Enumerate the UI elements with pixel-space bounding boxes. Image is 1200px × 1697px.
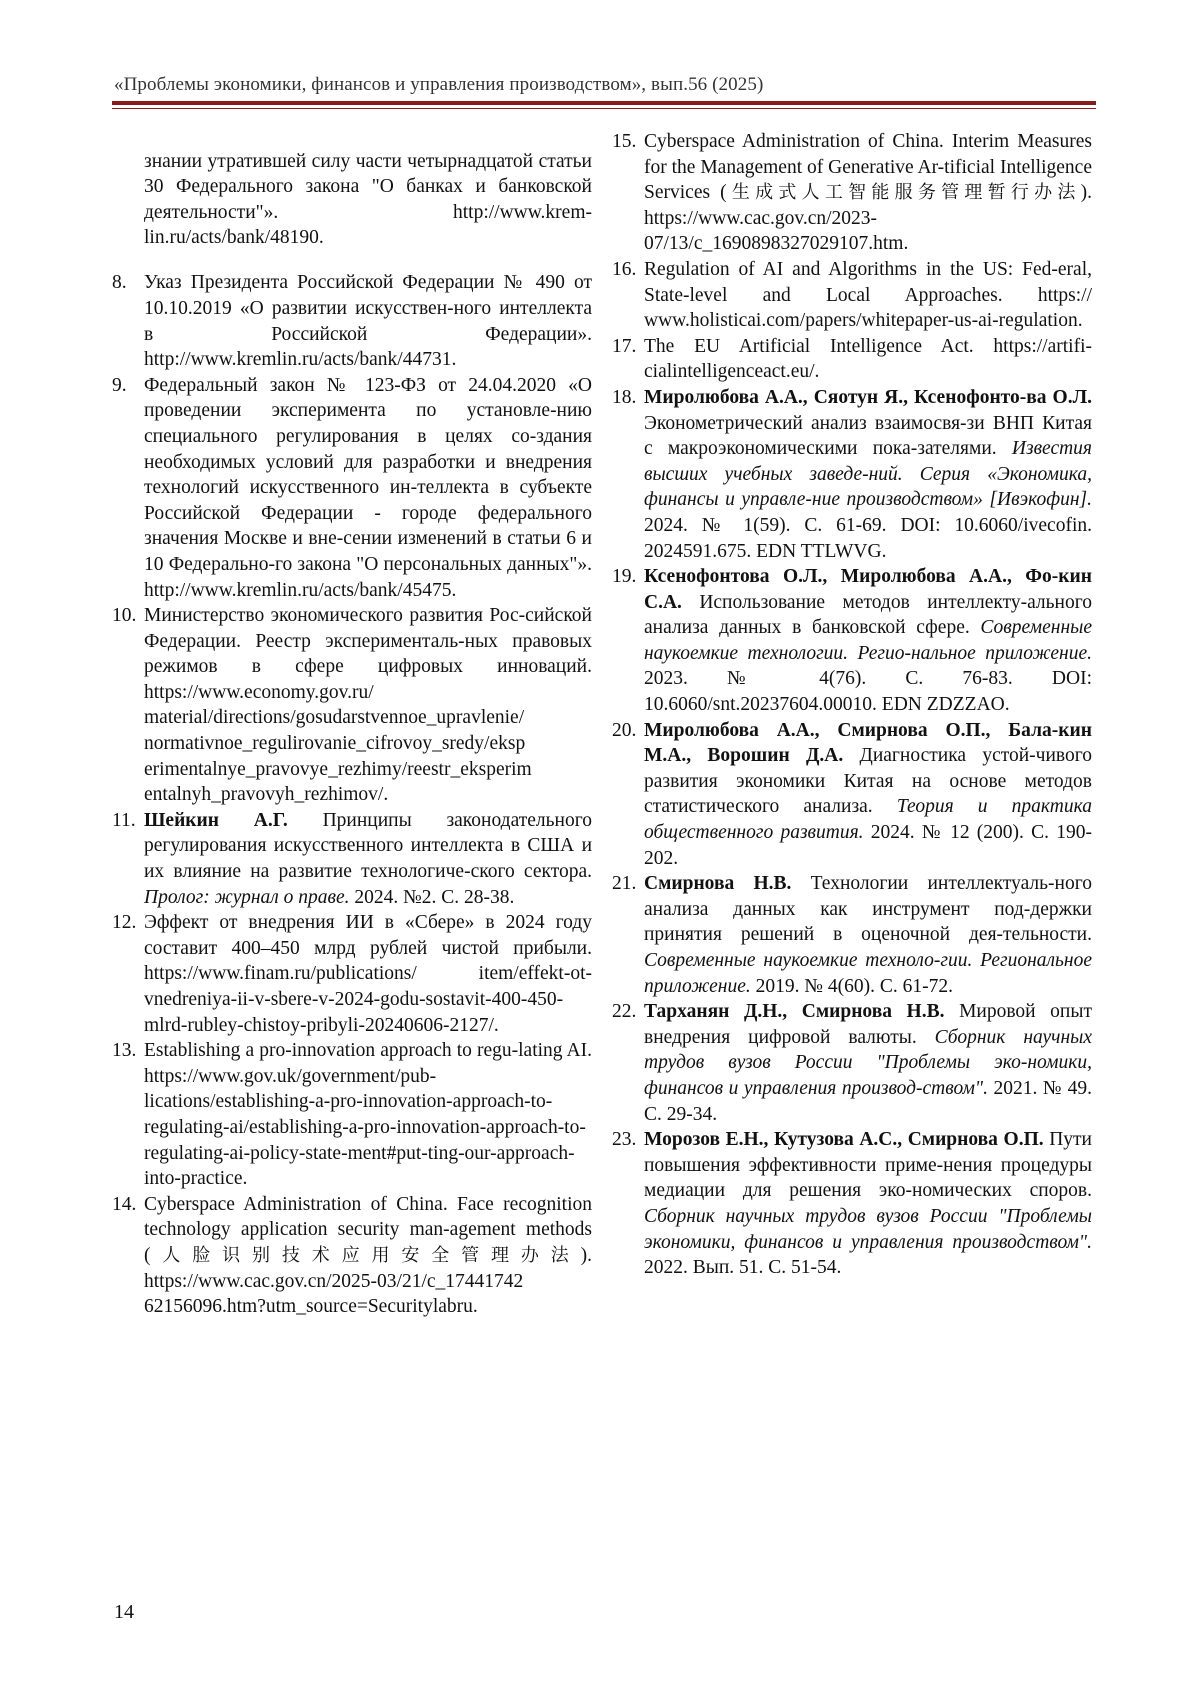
reference-fragment: Пути повышения эффективности приме-нения процедуры медиации для решения эко-номических споров. (644, 1129, 1092, 1202)
reference-fragment: Regulation of AI and Algorithms in the US: Fed-eral, State-level and Local Approaches. https:// www.holisticai.com/papers/whitepaper-us-ai-regulation. (644, 258, 1092, 332)
reference-text (644, 385, 1092, 564)
reference-item (112, 808, 592, 910)
reference-item (112, 1192, 592, 1320)
reference-chinese-title: 人脸识别技术应用安全管理办法 (150, 1244, 581, 1266)
reference-authors: Ксенофонтова О.Л., Миролюбова А.А., Фо-кин С.А. (644, 566, 1092, 613)
reference-text (144, 603, 592, 808)
reference-fragment: Использование методов интеллекту-ального анализа данных в банковской сфере. (644, 591, 1092, 639)
reference-fragment: 2023. № 4(76). С. 76-83. DOI: 10.6060/snt.20237604.00010. EDN ZDZZAO. (644, 668, 1092, 716)
reference-authors: Шейкин А.Г. (144, 809, 288, 831)
reference-item (612, 385, 1092, 564)
reference-chinese-title: 生成式人工智能服务管理暂行办法 (726, 182, 1081, 204)
reference-number: 17. (612, 335, 637, 357)
reference-fragment: 2024. № 12 (200). С. 190-202. (644, 822, 1093, 869)
reference-fragment: The EU Artificial Intelligence Act. https://artifi-cialintelligenceact.eu/. (644, 335, 1092, 383)
reference-number: 13. (112, 1040, 137, 1062)
reference-item (612, 718, 1092, 872)
reference-number: 18. (612, 386, 637, 408)
reference-number: 22. (612, 1001, 637, 1023)
reference-item (612, 871, 1092, 999)
reference-source: Современные наукоемкие технологии. Регио-нальное приложение. (644, 617, 1092, 664)
reference-text (144, 1038, 592, 1192)
reference-fragment: Эконометрический анализ взаимосвя-зи ВНП Китая с макроэкономическими пока-зателями. (644, 412, 1092, 460)
reference-text (644, 999, 1092, 1127)
reference-authors: Миролюбова А.А., Смирнова О.П., Бала-кин М.А., Ворошин Д.А. (644, 719, 1092, 767)
reference-fragment: Cyberspace Administration of China. Face recognition technology application security man-agement methods ( (144, 1193, 592, 1266)
reference-column-left (112, 129, 592, 1320)
header-rule-thin (112, 108, 1096, 109)
reference-item (612, 257, 1092, 334)
reference-source: Сборник научных трудов вузов России "Проблемы эко-номики, финансов и управления производ-ством". (644, 1026, 1092, 1099)
reference-item (112, 603, 592, 808)
reference-text (644, 334, 1092, 385)
reference-fragment: Establishing a pro-innovation approach to regu-lating AI. https://www.gov.uk/government/pub-lications/establishing-a-pro-innovation-approach-to-regulating-ai/establishing-a-pro-innovation-approach-to-regulating-ai-policy-state-ment#put-ting-our-approach-into-practice. (144, 1040, 592, 1190)
reference-text (144, 808, 592, 910)
reference-authors: Тарханян Д.Н., Смирнова Н.В. (644, 1001, 945, 1023)
reference-fragment: 2024. №2. С. 28-38. (349, 886, 515, 908)
reference-text (144, 373, 592, 603)
reference-number: 23. (612, 1129, 637, 1151)
reference-item (112, 1038, 592, 1192)
reference-number: 14. (112, 1193, 137, 1215)
reference-fragment: Эффект от внедрения ИИ в «Сбере» в 2024 году составит 400–450 млрд рублей чистой прибыли. https://www.finam.ru/publications/ item/effekt-ot-vnedreniya-ii-v-sbere-v-2024-godu-sostavit-400-450-mlrd-rubley-chistoy-pribyli-20240606-2127/. (144, 912, 592, 1036)
reference-fragment: 2022. Вып. 51. С. 51-54. (644, 1257, 842, 1279)
reference-fragment: ). https://www.cac.gov.cn/2025-03/21/c_17441742 62156096.htm?utm_source=Securitylabru. (144, 1244, 592, 1318)
reference-number: 11. (112, 809, 136, 831)
reference-text (144, 910, 592, 1038)
reference-text (644, 564, 1092, 718)
reference-fragment: Принципы законодательного регулирования искусственного интеллекта в США и их влияние на развитие технологиче-ского сектора. (144, 809, 592, 883)
reference-continuation: знании утратившей силу части четырнадцатой статьи 30 Федерального закона "О банках и банковской деятельности"». http://www.krem-lin.ru/acts/bank/48190. (144, 150, 592, 249)
reference-text (144, 1192, 592, 1320)
reference-number: 15. (612, 131, 637, 152)
reference-item (612, 1127, 1092, 1281)
reference-item (612, 999, 1092, 1127)
reference-fragment: Cyberspace Administration of China. Interim Measures for the Management of Generative Ar-tificial Intelligence Services ( (644, 131, 1092, 204)
reference-source: Известия высших учебных заведе-ний. Серия «Экономика, финансы и управле-ние производством» [Ивэкофин]. (644, 438, 1092, 511)
reference-item (112, 910, 592, 1038)
reference-fragment: Мировой опыт внедрения цифровой валюты. (644, 1001, 1092, 1048)
reference-text (644, 718, 1092, 872)
reference-item (612, 129, 1092, 257)
reference-fragment: Технологии интеллектуаль-ного анализа данных как инструмент под-держки принятия решений в оценочной дея-тельности. (644, 873, 1092, 946)
reference-authors: Миролюбова А.А., Сяотун Я., Ксенофонто-ва О.Л. (644, 386, 1092, 408)
reference-text (644, 1127, 1092, 1281)
reference-text (144, 270, 592, 372)
reference-number: 20. (612, 719, 637, 741)
page-number: 14 (114, 1601, 134, 1623)
reference-source: Сборник научных трудов вузов России "Проблемы экономики, финансов и управления производством". (644, 1205, 1092, 1253)
reference-text (644, 871, 1092, 999)
reference-fragment: 2024. № 1(59). С. 61-69. DOI: 10.6060/ivecofin. 2024591.675. EDN TTLWVG. (644, 514, 1092, 562)
reference-list-left (112, 270, 592, 1319)
reference-fragment: 2019. № 4(60). С. 61-72. (750, 975, 953, 997)
reference-column-right (612, 129, 1092, 1281)
reference-fragment: Министерство экономического развития Рос-сийской Федерации. Реестр эксперименталь-ных правовых режимов в сфере цифровых инноваций. https://www.economy.gov.ru/ material/directions/gosudarstvennoe_upravlenie/ normativnoe_regulirovanie_cifrovoy_sredy/eksp erimentalnye_pravovye_rezhimy/reestr_eksperim entalnyh_pravovyh_rezhimov/. (144, 605, 592, 806)
reference-source: Современные наукоемкие техноло-гии. Региональное приложение. (644, 950, 1092, 997)
reference-list-right (612, 129, 1092, 1281)
reference-authors: Смирнова Н.В. (644, 873, 792, 895)
reference-fragment: 2021. № 49. С. 29-34. (644, 1077, 1092, 1125)
reference-item (112, 373, 592, 603)
reference-fragment: Диагностика устой-чивого развития экономики Китая на основе методов статистического анализа. (644, 745, 1092, 818)
reference-fragment: Указ Президента Российской Федерации № 490 от 10.10.2019 «О развитии искусствен-ного интеллекта в Российской Федерации». http://www.kremlin.ru/acts/bank/44731. (144, 272, 592, 371)
reference-text (644, 257, 1092, 334)
reference-item (612, 334, 1092, 385)
header-rule-thick (112, 101, 1096, 105)
reference-item (112, 270, 592, 372)
reference-source: Теория и практика общественного развития. (644, 796, 1092, 844)
reference-authors: Морозов Е.Н., Кутузова А.С., Смирнова О.П. (644, 1129, 1044, 1151)
reference-number: 10. (112, 605, 137, 627)
reference-fragment: Федеральный закон № 123-ФЗ от 24.04.2020 «О проведении эксперимента по установле-нию специального регулирования в целях со-здания необходимых условий для разработки и внедрения технологий искусственного ин-теллекта в субъекте Российской Федерации - городе федерального значения Москве и вне-сении изменений в статьи 6 и 10 Федерально-го закона "О персональных данных"». http://www.kremlin.ru/acts/bank/45475. (144, 374, 592, 601)
reference-number: 12. (112, 912, 137, 934)
reference-fragment: ). https://www.cac.gov.cn/2023-07/13/c_1690898327029107.htm. (644, 182, 1093, 255)
reference-number: 19. (612, 566, 637, 588)
reference-number: 16. (612, 258, 637, 280)
reference-number: 21. (612, 873, 637, 895)
running-head: «Проблемы экономики, финансов и управления производством», вып.56 (2025) (114, 74, 764, 95)
reference-item (612, 564, 1092, 718)
reference-number: 8. (112, 272, 127, 294)
reference-source: Пролог: журнал о праве. (144, 886, 350, 908)
reference-number: 9. (112, 374, 127, 396)
reference-text (644, 129, 1092, 257)
